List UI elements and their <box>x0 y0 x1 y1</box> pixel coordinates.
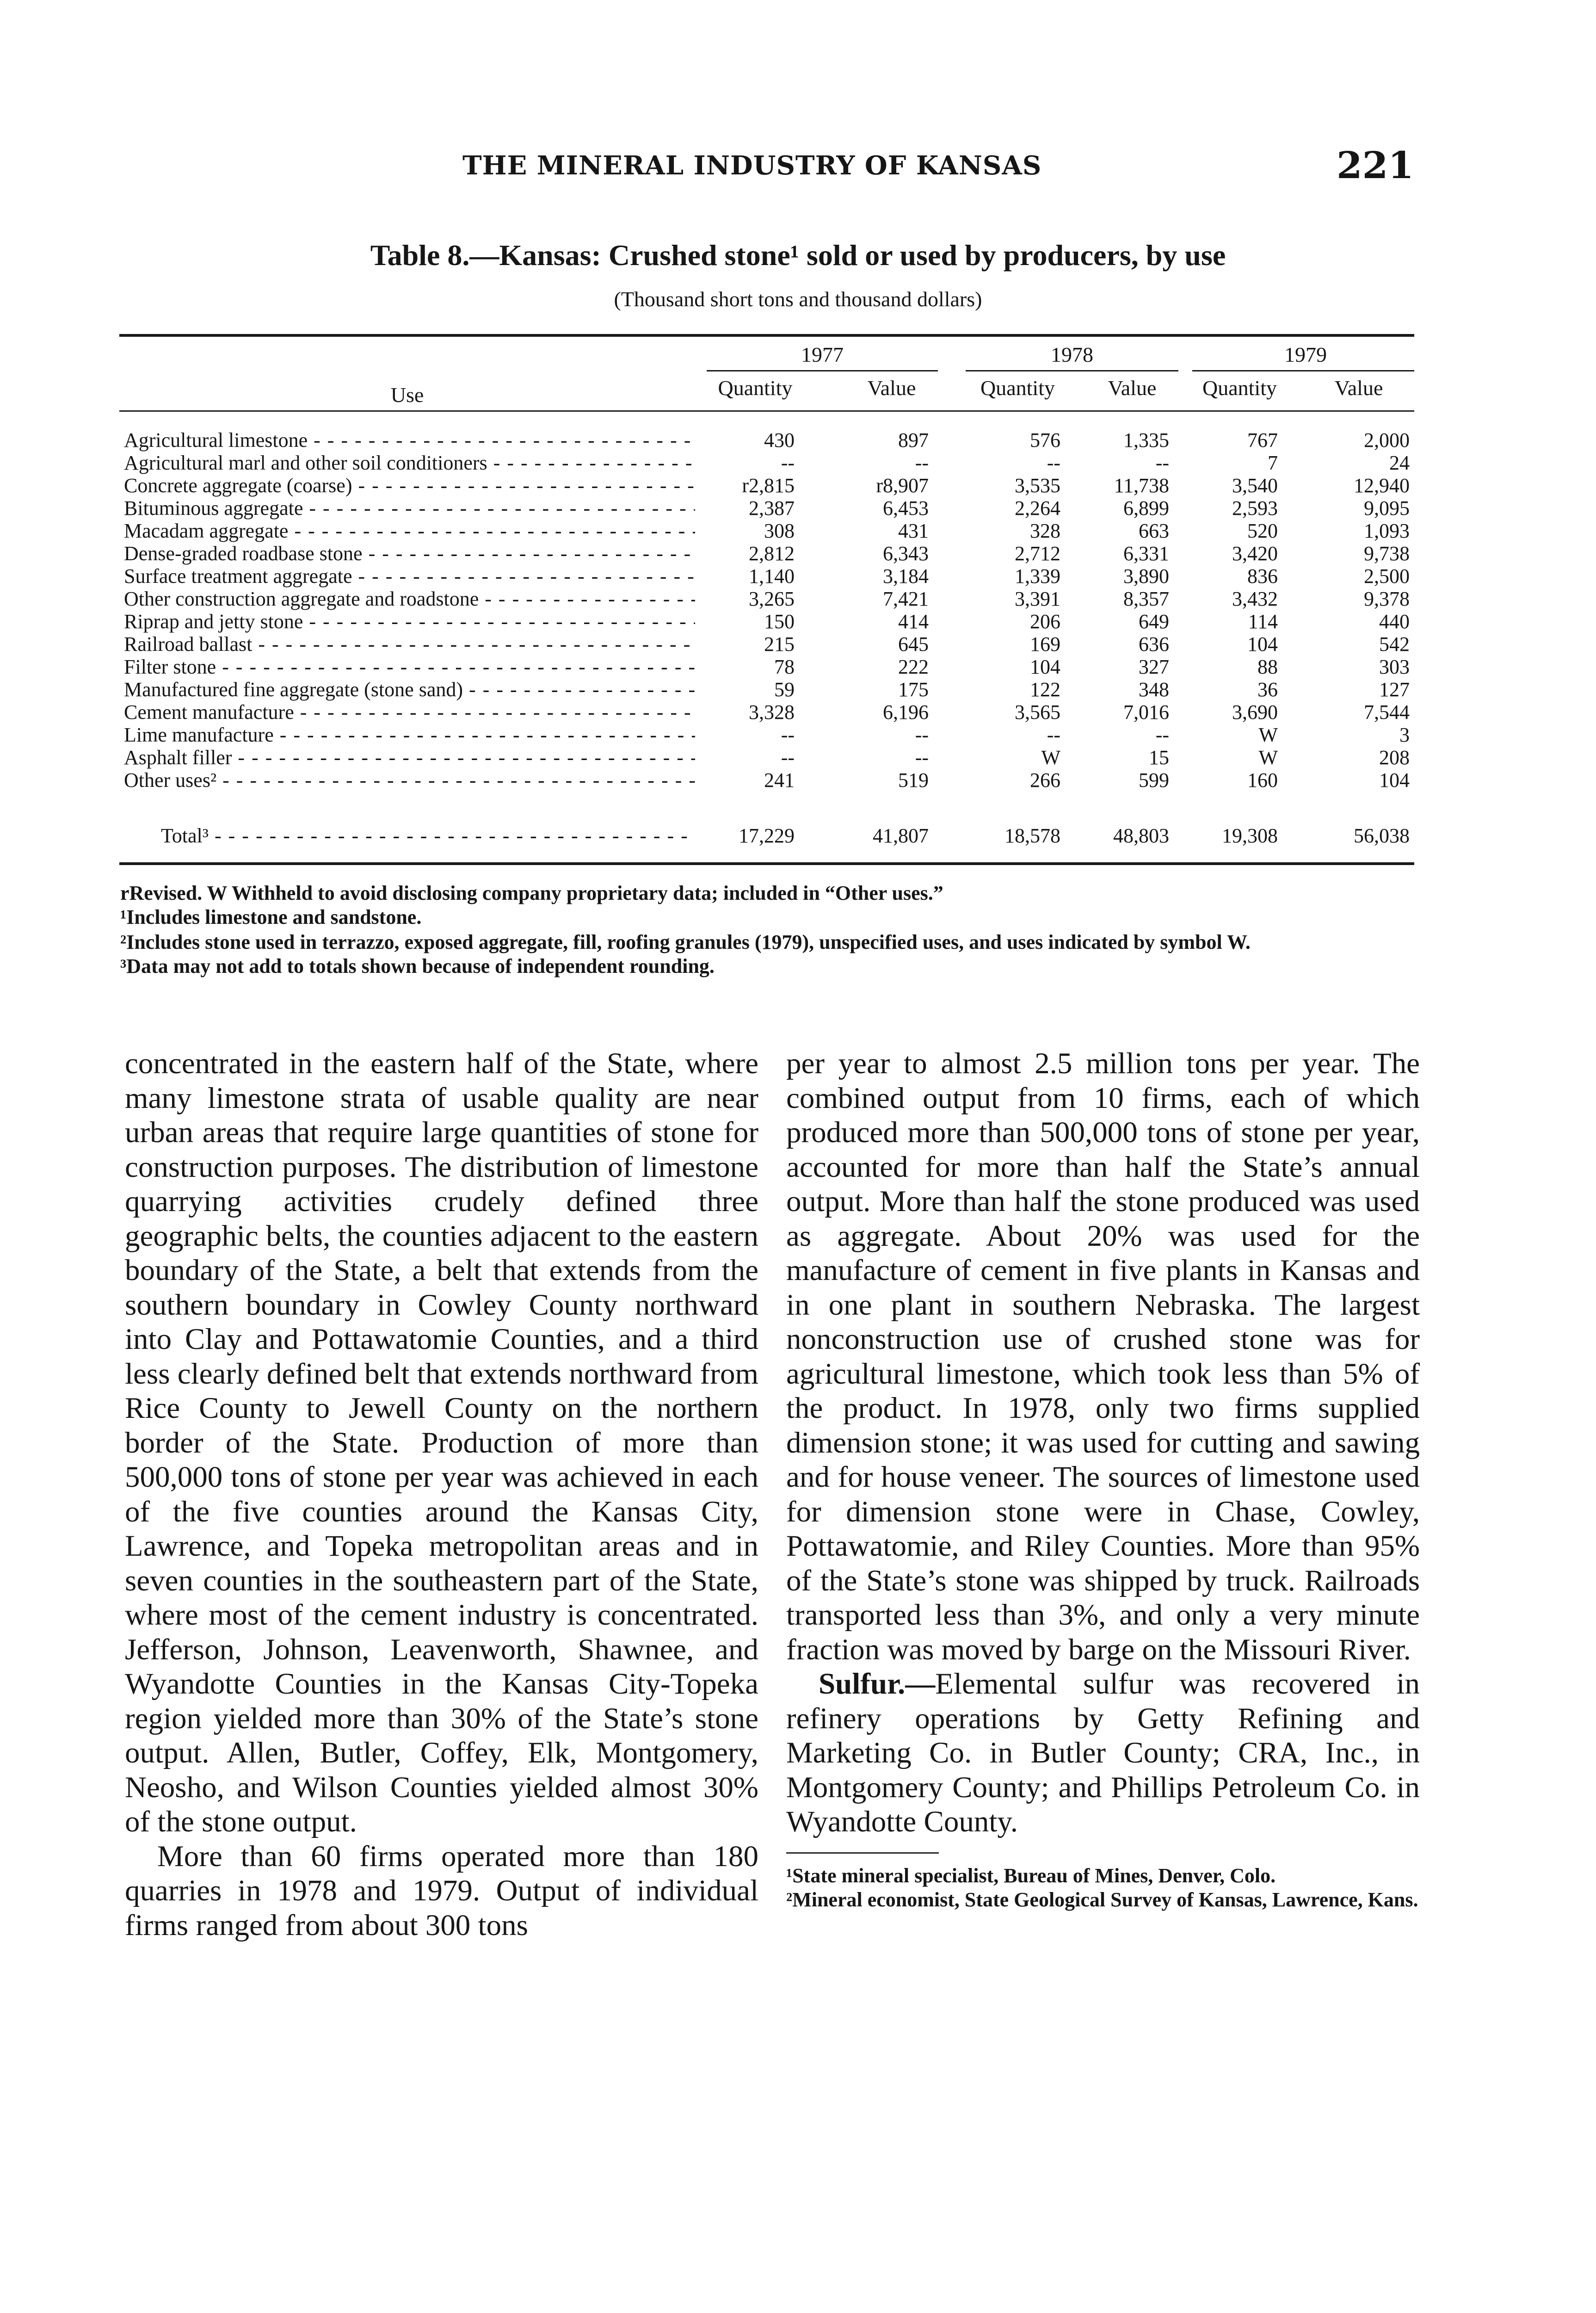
row-use-label: Agricultural limestone - - - <box>124 429 695 451</box>
cell: 414 <box>898 610 929 633</box>
cell: 6,331 <box>1123 542 1169 565</box>
total-label: Total³ - - - <box>161 824 695 847</box>
table-row <box>119 633 1414 656</box>
sulfur-body: Elemental sulfur was recovered in refinery operations by Getty Refining and Marketing Co. in Butler County; CRA, Inc., in Montgomery County; and Phillips Petroleum Co. in Wyandotte County. <box>786 1667 1420 1838</box>
footnote-3: ³Data may not add to totals shown because of independent rounding. <box>120 955 715 977</box>
cell: 7 <box>1268 451 1278 474</box>
cell: 2,812 <box>749 542 795 565</box>
cell: 56,038 <box>1354 824 1410 847</box>
cell: 348 <box>1139 678 1169 701</box>
running-head: THE MINERAL INDUSTRY OF KANSAS <box>462 150 1042 181</box>
cell: 104 <box>1247 633 1278 656</box>
column-header: Value <box>1334 376 1383 400</box>
cell: 7,016 <box>1123 701 1169 724</box>
table-row <box>119 497 1414 519</box>
year-underline-1978 <box>966 370 1178 371</box>
cell: 41,807 <box>873 824 929 847</box>
cell: 576 <box>1030 429 1060 451</box>
footnote-separator <box>786 1852 939 1854</box>
cell: 1,093 <box>1364 519 1410 542</box>
year-header-1978: 1978 <box>1051 343 1093 366</box>
column-header: Value <box>867 376 916 400</box>
cell: 104 <box>1379 769 1410 792</box>
column-header: Quantity <box>1202 376 1277 400</box>
footnote-1: ¹Includes limestone and sandstone. <box>120 906 422 928</box>
cell: 88 <box>1257 656 1278 678</box>
column-header: Value <box>1108 376 1157 400</box>
year-underline-1979 <box>1192 370 1414 371</box>
row-use-label: Bituminous aggregate - - - <box>124 497 695 519</box>
cell: 160 <box>1247 769 1278 792</box>
cell: 122 <box>1030 678 1060 701</box>
cell: 7,421 <box>883 588 929 610</box>
row-use-label: Macadam aggregate - - - <box>124 519 695 542</box>
row-use-label: Other construction aggregate and roadstone - - - <box>124 588 695 610</box>
table-row <box>119 474 1414 497</box>
cell: -- <box>781 746 795 769</box>
cell: 169 <box>1030 633 1060 656</box>
row-use-label: Filter stone - - - <box>124 656 695 678</box>
cell: 3,432 <box>1232 588 1278 610</box>
total-row <box>119 824 1414 847</box>
cell: 114 <box>1248 610 1278 633</box>
table-row <box>119 656 1414 678</box>
cell: 12,940 <box>1354 474 1410 497</box>
table-bottom-rule <box>119 862 1414 865</box>
table-row <box>119 565 1414 588</box>
cell: 15 <box>1149 746 1169 769</box>
cell: W <box>1041 746 1060 769</box>
column-header: Quantity <box>718 376 793 400</box>
row-use-label: Dense-graded roadbase stone - - - <box>124 542 695 565</box>
cell: 3,265 <box>749 588 795 610</box>
cell: 3,890 <box>1123 565 1169 588</box>
cell: 327 <box>1139 656 1169 678</box>
cell: 2,387 <box>749 497 795 519</box>
cell: 1,339 <box>1015 565 1060 588</box>
row-use-label: Agricultural marl and other soil conditioners - - - <box>124 451 695 474</box>
cell: 6,899 <box>1123 497 1169 519</box>
cell: 636 <box>1139 633 1169 656</box>
row-use-label: Riprap and jetty stone - - - <box>124 610 695 633</box>
cell: 17,229 <box>739 824 795 847</box>
table-footnotes <box>120 881 1411 978</box>
cell: 3,535 <box>1015 474 1060 497</box>
author-note-1: ¹State mineral specialist, Bureau of Mines, Denver, Colo. <box>786 1864 1276 1887</box>
author-footnotes <box>786 1864 1420 1912</box>
row-use-label: Manufactured fine aggregate (stone sand) - - - <box>124 678 695 701</box>
cell: 127 <box>1379 678 1410 701</box>
row-use-label: Cement manufacture - - - <box>124 701 695 724</box>
right-text-column <box>786 1046 1420 1912</box>
cell: 663 <box>1139 519 1169 542</box>
cell: 520 <box>1247 519 1278 542</box>
cell: 222 <box>898 656 929 678</box>
row-use-label: Railroad ballast - - - <box>124 633 695 656</box>
table-row <box>119 701 1414 724</box>
cell: 206 <box>1030 610 1060 633</box>
cell: 6,196 <box>883 701 929 724</box>
cell: 208 <box>1379 746 1410 769</box>
cell: 48,803 <box>1113 824 1169 847</box>
cell: 836 <box>1247 565 1278 588</box>
column-header: Quantity <box>980 376 1055 400</box>
cell: 215 <box>764 633 795 656</box>
cell: 11,738 <box>1114 474 1169 497</box>
year-underline-1977 <box>707 370 938 371</box>
cell: 303 <box>1379 656 1410 678</box>
row-use-label: Surface treatment aggregate - - - <box>124 565 695 588</box>
cell: -- <box>1047 451 1060 474</box>
cell: 767 <box>1247 429 1278 451</box>
row-use-label: Asphalt filler - - - <box>124 746 695 769</box>
cell: 440 <box>1379 610 1410 633</box>
row-use-label: Other uses² - - - <box>124 769 695 792</box>
cell: 9,738 <box>1364 542 1410 565</box>
cell: 241 <box>764 769 795 792</box>
left-text-column <box>125 1046 758 1942</box>
year-header-1977: 1977 <box>801 343 844 366</box>
right-paragraph-1: per year to almost 2.5 million tons per year. The combined output from 10 firms, each of which produced more than 500,000 tons of stone per year, accounted for more than half the State’s annual output. More than half the stone produced was used as aggregate. About 20% was used for the manufacture of cement in five plants in Kansas and in one plant in southern Nebraska. The largest nonconstruction use of crushed stone was for agricultural limestone, which took less than 5% of the product. In 1978, only two firms supplied dimension stone; it was used for cutting and sawing and for house veneer. The sources of limestone used for dimension stone were in Chase, Cowley, Pottawatomie, and Riley Counties. More than 95% of the State’s stone was shipped by truck. Railroads transported less than 3%, and only a very minute fraction was moved by barge on the Missouri River. <box>786 1047 1420 1666</box>
cell: -- <box>781 451 795 474</box>
table-row <box>119 769 1414 792</box>
footnote-2: ²Includes stone used in terrazzo, exposed aggregate, fill, roofing granules (1979), unspecified uses, and uses indicated by symbol W. <box>120 931 1251 953</box>
cell: 1,140 <box>749 565 795 588</box>
table-row <box>119 451 1414 474</box>
table-top-rule <box>119 334 1414 337</box>
table-row <box>119 542 1414 565</box>
cell: 9,095 <box>1364 497 1410 519</box>
cell: 430 <box>764 429 795 451</box>
cell: r2,815 <box>742 474 795 497</box>
cell: 2,712 <box>1015 542 1060 565</box>
cell: 519 <box>898 769 929 792</box>
cell: 3,565 <box>1015 701 1060 724</box>
cell: -- <box>915 724 929 746</box>
use-column-header: Use <box>390 383 424 407</box>
table-row <box>119 519 1414 542</box>
table-row <box>119 429 1414 451</box>
author-note-2: ²Mineral economist, State Geological Survey of Kansas, Lawrence, Kans. <box>786 1888 1418 1911</box>
left-paragraph-1: concentrated in the eastern half of the State, where many limestone strata of usable quality are near urban areas that require large quantities of stone for construction purposes. The distribution of limestone quarrying activities crudely defined three geographic belts, the counties adjacent to the eastern boundary of the State, a belt that extends from the southern boundary in Cowley County northward into Clay and Pottawatomie Counties, and a third less clearly defined belt that extends northward from Rice County to Jewell County on the northern border of the State. Production of more than 500,000 tons of stone per year was achieved in each of the five counties around the Kansas City, Lawrence, and Topeka metropolitan areas and in seven counties in the southeastern part of the State, where most of the cement industry is concentrated. Jefferson, Johnson, Leavenworth, Shawnee, and Wyandotte Counties in the Kansas City-Topeka region yielded more than 30% of the State’s stone output. Allen, Butler, Coffey, Elk, Montgomery, Neosho, and Wilson Counties yielded almost 30% of the stone output. <box>125 1047 758 1838</box>
cell: 36 <box>1257 678 1278 701</box>
cell: -- <box>915 746 929 769</box>
cell: 8,357 <box>1123 588 1169 610</box>
cell: 2,000 <box>1364 429 1410 451</box>
cell: 3,690 <box>1232 701 1278 724</box>
cell: 6,343 <box>883 542 929 565</box>
cell: 266 <box>1030 769 1060 792</box>
cell: 78 <box>774 656 795 678</box>
cell: 3 <box>1399 724 1410 746</box>
header-rule <box>119 410 1414 412</box>
cell: 150 <box>764 610 795 633</box>
cell: 599 <box>1139 769 1169 792</box>
row-use-label: Lime manufacture - - - <box>124 724 695 746</box>
footnote-revised: rRevised. W Withheld to avoid disclosing company proprietary data; included in “Other uses.” <box>120 882 943 904</box>
table-title: Table 8.—Kansas: Crushed stone¹ sold or used by producers, by use <box>370 239 1226 272</box>
cell: 175 <box>898 678 929 701</box>
cell: 308 <box>764 519 795 542</box>
cell: 328 <box>1030 519 1060 542</box>
cell: 1,335 <box>1123 429 1169 451</box>
cell: 104 <box>1030 656 1060 678</box>
cell: 542 <box>1379 633 1410 656</box>
cell: 59 <box>774 678 795 701</box>
cell: -- <box>915 451 929 474</box>
cell: -- <box>781 724 795 746</box>
cell: 7,544 <box>1364 701 1410 724</box>
cell: 3,420 <box>1232 542 1278 565</box>
row-use-label: Concrete aggregate (coarse) - - - <box>124 474 695 497</box>
cell: 19,308 <box>1222 824 1278 847</box>
cell: 2,593 <box>1232 497 1278 519</box>
sulfur-paragraph <box>786 1667 1420 1839</box>
cell: -- <box>1047 724 1060 746</box>
cell: W <box>1258 724 1278 746</box>
cell: 18,578 <box>1004 824 1060 847</box>
cell: 3,184 <box>883 565 929 588</box>
table-row <box>119 746 1414 769</box>
table-row <box>119 678 1414 701</box>
cell: W <box>1258 746 1278 769</box>
cell: -- <box>1155 724 1169 746</box>
table-row <box>119 610 1414 633</box>
cell: 897 <box>898 429 929 451</box>
cell: 649 <box>1139 610 1169 633</box>
table-row <box>119 588 1414 610</box>
cell: 3,391 <box>1015 588 1060 610</box>
cell: r8,907 <box>876 474 929 497</box>
cell: 9,378 <box>1364 588 1410 610</box>
cell: 2,264 <box>1015 497 1060 519</box>
cell: 431 <box>898 519 929 542</box>
year-header-1979: 1979 <box>1284 343 1327 366</box>
page-number: 221 <box>1337 143 1414 187</box>
cell: -- <box>1155 451 1169 474</box>
cell: 3,328 <box>749 701 795 724</box>
cell: 645 <box>898 633 929 656</box>
table-subtitle: (Thousand short tons and thousand dollars) <box>614 287 982 311</box>
cell: 2,500 <box>1364 565 1410 588</box>
table-row <box>119 724 1414 746</box>
cell: 3,540 <box>1232 474 1278 497</box>
left-paragraph-2: More than 60 firms operated more than 180 quarries in 1978 and 1979. Output of individual firms ranged from about 300 tons <box>125 1839 758 1942</box>
sulfur-heading: Sulfur.— <box>819 1667 936 1701</box>
cell: 24 <box>1389 451 1410 474</box>
cell: 6,453 <box>883 497 929 519</box>
